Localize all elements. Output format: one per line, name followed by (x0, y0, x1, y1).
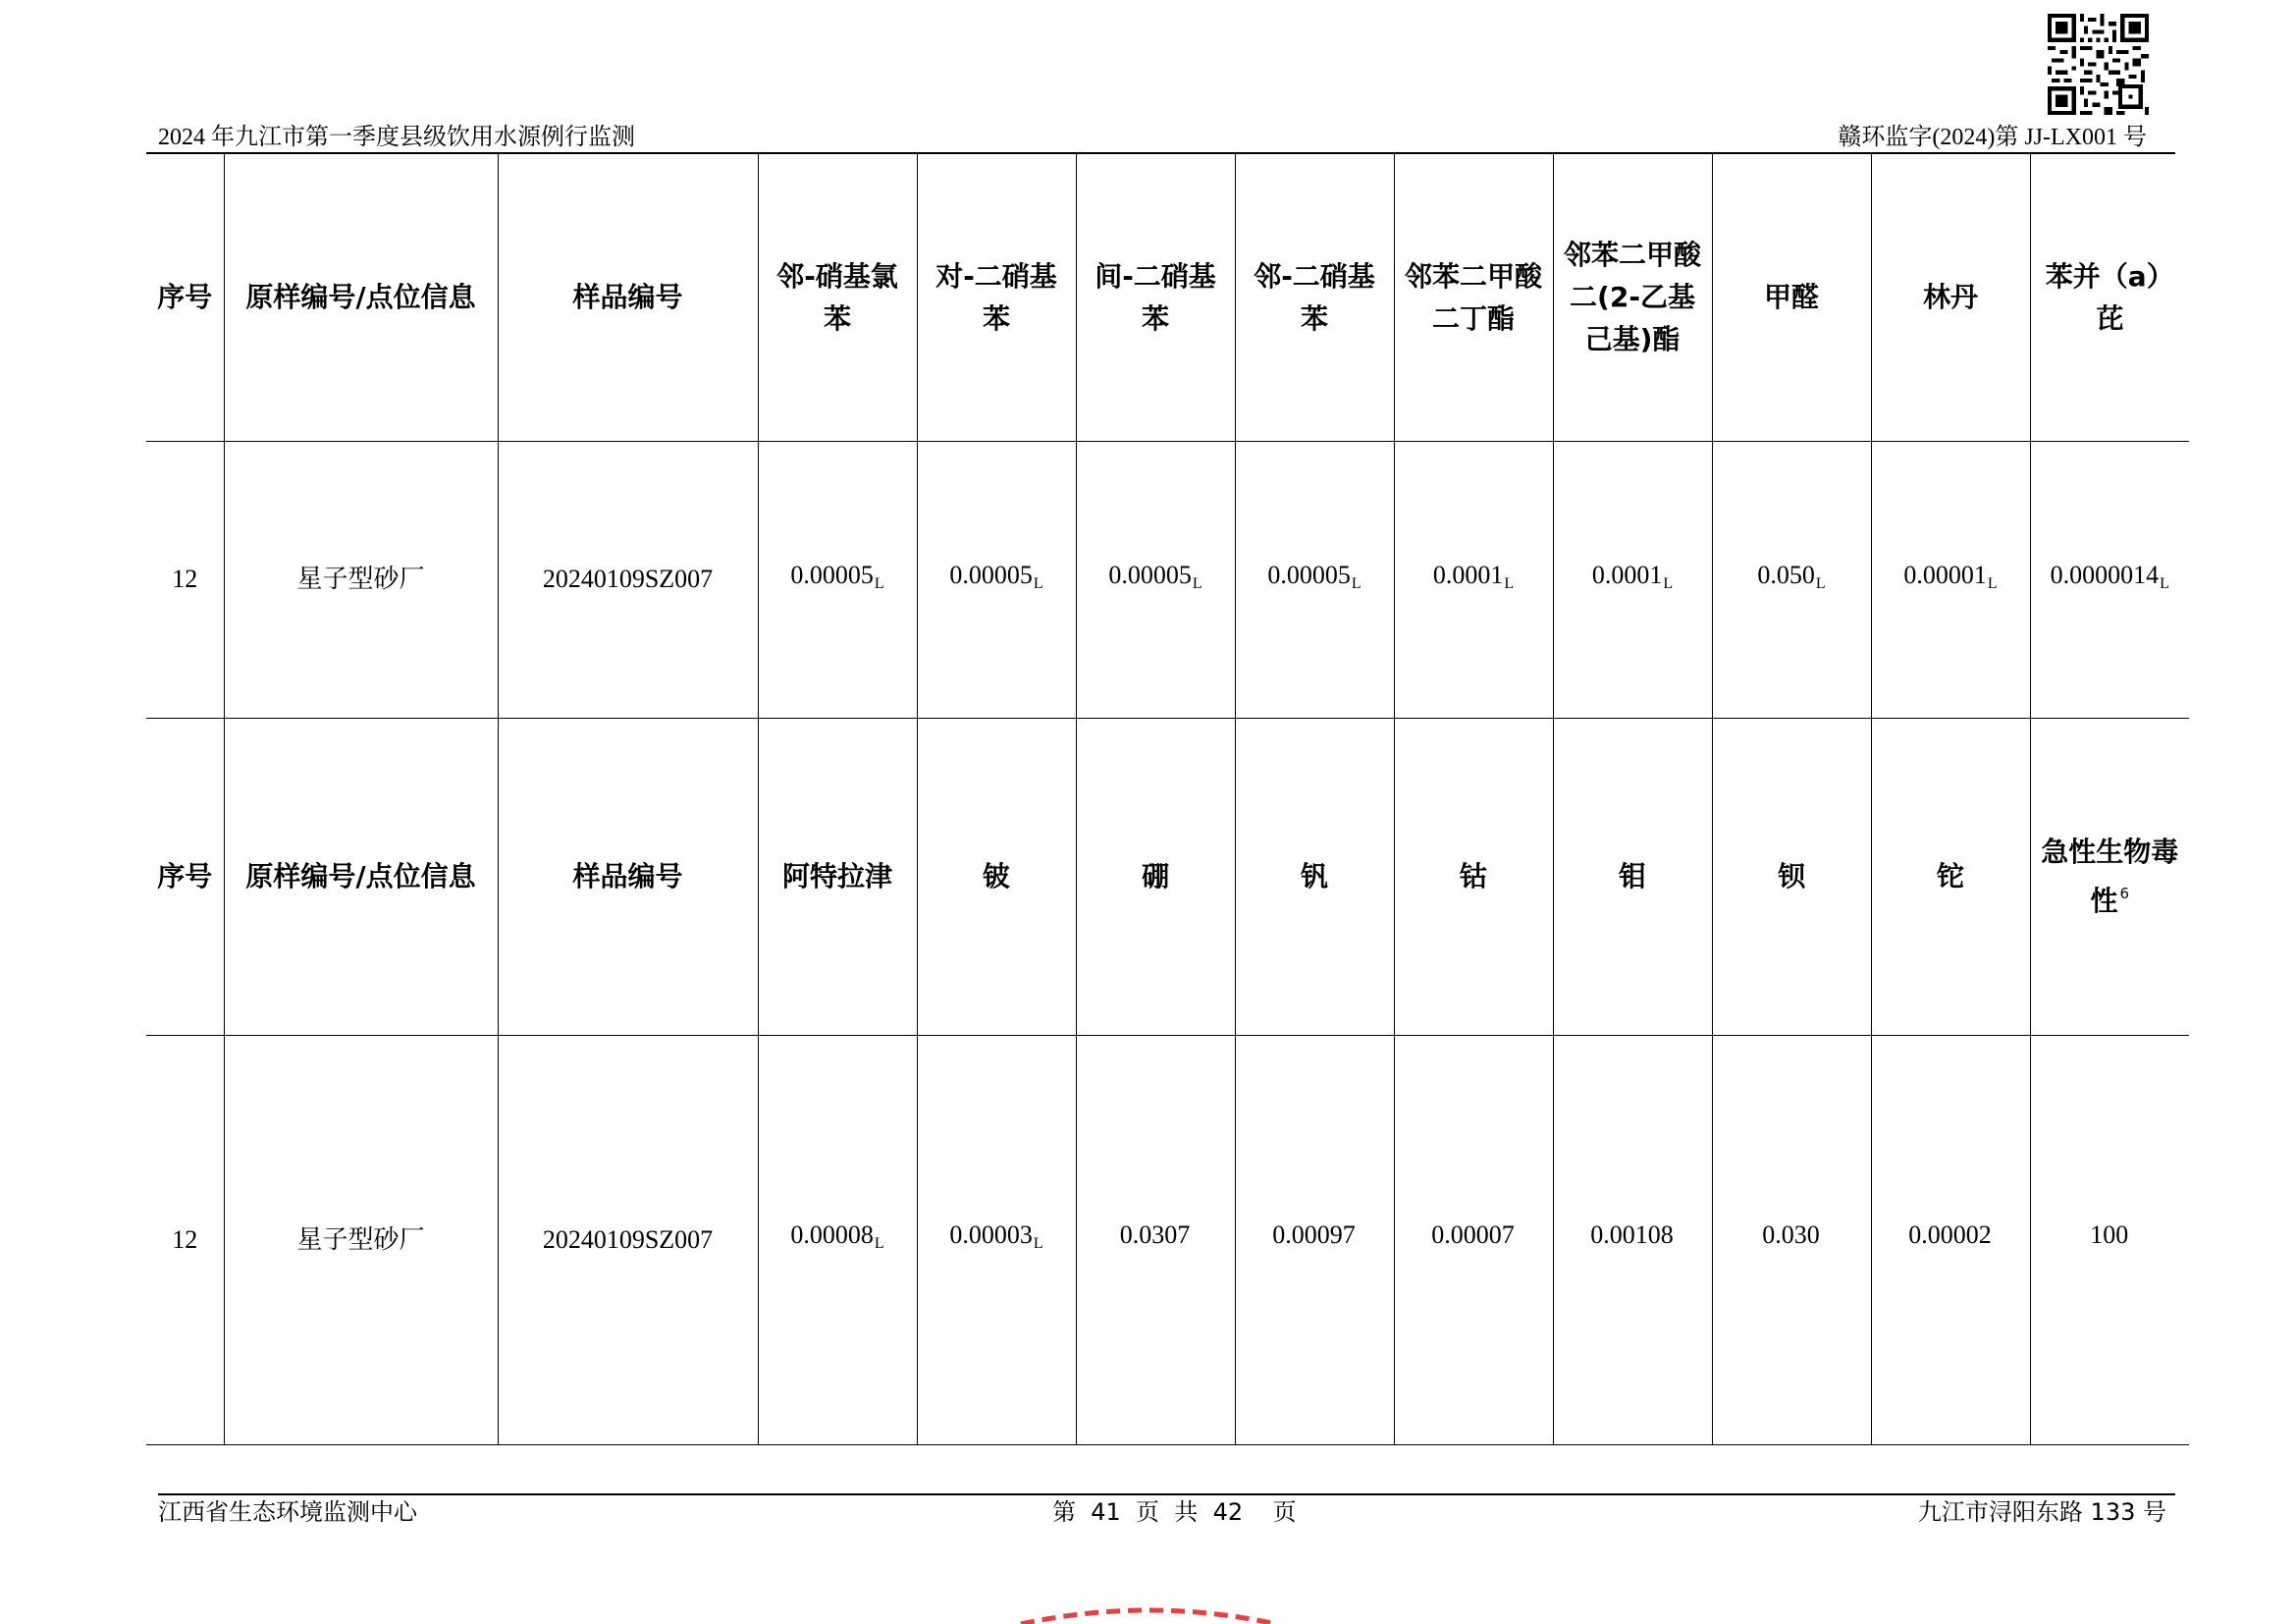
header-cell: 原样编号/点位信息 (224, 154, 498, 441)
detection-flag: L (1033, 1235, 1043, 1252)
value-text: 0.00001 (1903, 560, 1987, 589)
header-cell: 钒 (1235, 718, 1394, 1035)
header-cell: 铊 (1871, 718, 2030, 1035)
header-cell (2030, 718, 2189, 1035)
value-cell (1712, 441, 1871, 718)
value-text: 0.0000014 (2050, 560, 2160, 589)
qr-code-icon (2048, 14, 2149, 115)
detection-flag: L (874, 1235, 884, 1252)
table-header-row (146, 154, 2189, 441)
header-cell: 钼 (1553, 718, 1712, 1035)
header-cell: 间-二硝基苯 (1076, 154, 1235, 441)
value-cell (1076, 441, 1235, 718)
location-cell: 星子型砂厂 (224, 441, 498, 718)
detection-flag: L (1987, 574, 1998, 592)
detection-flag: L (874, 574, 884, 592)
detection-flag: L (1033, 574, 1043, 592)
header-cell: 林丹 (1871, 154, 2030, 441)
value-text: 0.00097 (1272, 1220, 1356, 1249)
value-cell (1076, 1035, 1235, 1444)
sample-id-cell: 20240109SZ007 (498, 441, 758, 718)
results-table (146, 154, 2179, 1445)
value-cell (1235, 441, 1394, 718)
value-cell (1871, 441, 2030, 718)
table-row (146, 441, 2189, 718)
value-cell (917, 441, 1076, 718)
value-text: 0.00007 (1431, 1220, 1515, 1249)
value-text: 0.00003 (949, 1220, 1033, 1249)
value-text: 0.00005 (949, 560, 1033, 589)
value-text: 0.030 (1762, 1220, 1820, 1249)
seq-cell: 12 (146, 441, 224, 718)
report-number: 赣环监字(2024)第 JJ-LX001 号 (1838, 125, 2147, 150)
value-text: 0.00005 (1108, 560, 1192, 589)
value-text: 0.0001 (1591, 560, 1663, 589)
header-cell: 序号 (146, 154, 224, 441)
value-cell (1394, 441, 1553, 718)
value-cell (2030, 1035, 2189, 1444)
detection-flag: L (1192, 574, 1202, 592)
value-cell (2030, 441, 2189, 718)
detection-flag: L (2160, 574, 2169, 592)
organization-name: 江西省生态环境监测中心 (158, 1498, 417, 1526)
detection-flag: L (1663, 574, 1674, 592)
header-cell: 对-二硝基苯 (917, 154, 1076, 441)
value-text: 0.00002 (1908, 1220, 1992, 1249)
value-cell (1235, 1035, 1394, 1444)
footnote-marker: 6 (2119, 885, 2130, 902)
header-cell: 苯并（a）芘 (2030, 154, 2189, 441)
value-cell (1712, 1035, 1871, 1444)
value-cell (1553, 1035, 1712, 1444)
location-cell: 星子型砂厂 (224, 1035, 498, 1444)
value-text: 100 (2090, 1220, 2129, 1249)
header-cell: 序号 (146, 718, 224, 1035)
header-cell: 样品编号 (498, 718, 758, 1035)
value-cell (758, 441, 917, 718)
header-text: 急性生物毒性 (2041, 836, 2179, 917)
header-cell: 邻苯二甲酸二(2-乙基己基)酯 (1553, 154, 1712, 441)
value-text: 0.00005 (1267, 560, 1351, 589)
header-cell: 铍 (917, 718, 1076, 1035)
report-title: 2024 年九江市第一季度县级饮用水源例行监测 (158, 125, 635, 150)
value-text: 0.00005 (790, 560, 874, 589)
organization-address: 九江市浔阳东路 133 号 (1917, 1498, 2166, 1526)
value-cell (1394, 1035, 1553, 1444)
detection-flag: L (1504, 574, 1515, 592)
header-cell: 钡 (1712, 718, 1871, 1035)
value-cell (1553, 441, 1712, 718)
header-cell: 钴 (1394, 718, 1553, 1035)
seal-stamp-partial (1011, 1602, 1286, 1624)
header-cell: 原样编号/点位信息 (224, 718, 498, 1035)
value-cell (758, 1035, 917, 1444)
value-text: 0.0001 (1432, 560, 1504, 589)
header-cell: 甲醛 (1712, 154, 1871, 441)
table-header-row (146, 718, 2189, 1035)
value-cell (1871, 1035, 2030, 1444)
header-cell: 邻-硝基氯苯 (758, 154, 917, 441)
header-cell: 邻-二硝基苯 (1235, 154, 1394, 441)
seq-cell: 12 (146, 1035, 224, 1444)
header-cell: 硼 (1076, 718, 1235, 1035)
value-text: 0.00008 (790, 1220, 874, 1249)
detection-flag: L (1815, 574, 1826, 592)
value-text: 0.00108 (1590, 1220, 1674, 1249)
header-cell: 样品编号 (498, 154, 758, 441)
header-cell: 邻苯二甲酸二丁酯 (1394, 154, 1553, 441)
value-text: 0.0307 (1119, 1220, 1191, 1249)
value-text: 0.050 (1757, 560, 1815, 589)
table-row (146, 1035, 2189, 1444)
header-cell: 阿特拉津 (758, 718, 917, 1035)
detection-flag: L (1351, 574, 1362, 592)
page-number: 第 41 页 共 42 页 (1052, 1498, 1297, 1526)
value-cell (917, 1035, 1076, 1444)
sample-id-cell: 20240109SZ007 (498, 1035, 758, 1444)
